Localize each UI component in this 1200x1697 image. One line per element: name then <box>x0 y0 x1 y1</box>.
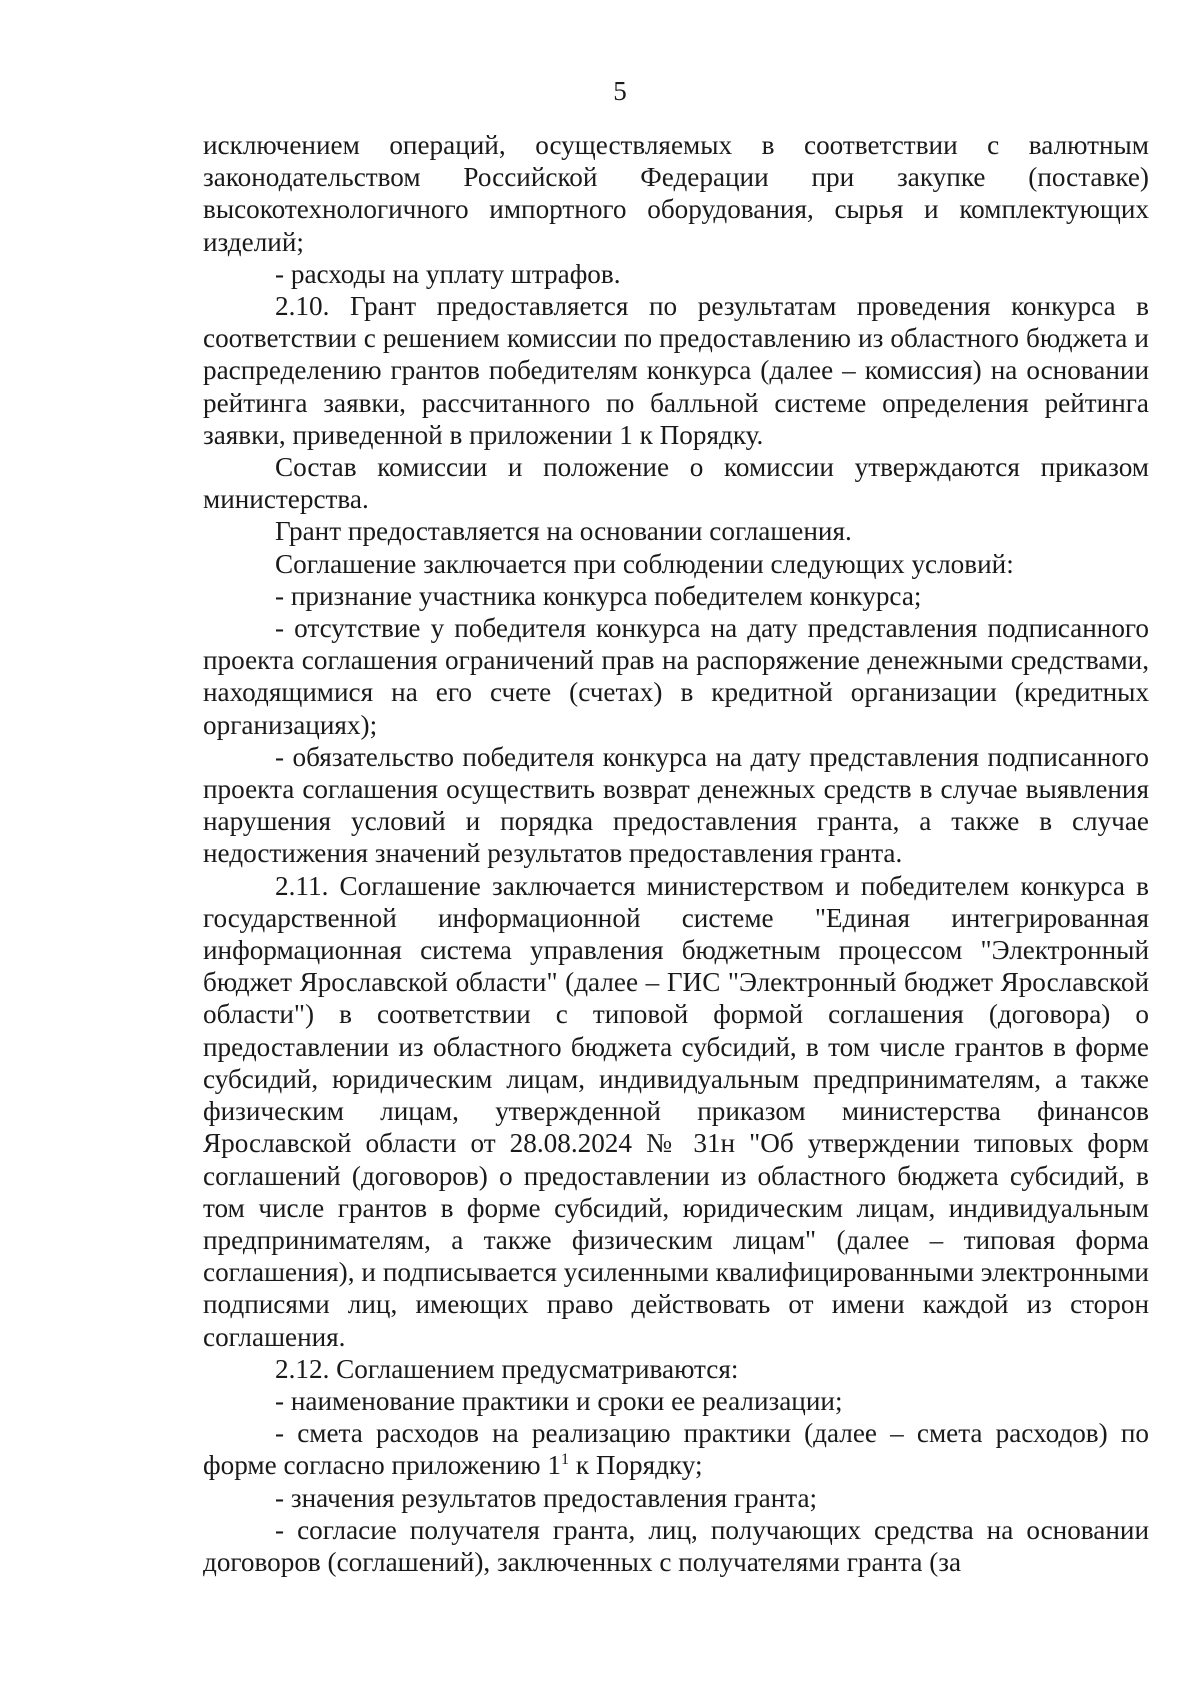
paragraph-condition-winner: - признание участника конкурса победителем конкурса; <box>275 580 922 611</box>
paragraph-result-values: - значения результатов предоставления гранта; <box>275 1482 818 1513</box>
paragraph-cost-estimate <box>203 1417 1149 1481</box>
paragraph-2-11: 2.11. Соглашение заключается министерством и победителем конкурса в государственной информационной системе "Единая интегрированная информационная система управления бюджетным процессом "Электронный бюджет Ярославской области" (далее – ГИС "Электронный бюджет Ярославской области") в соответствии с типовой формой соглашения (договора) о предоставлении из областного бюджета субсидий, в том числе грантов в форме субсидий, юридическим лицам, индивидуальным предпринимателям, а также физическим лицам, утвержденной приказом министерства финансов Ярославской области от 28.08.2024 № 31н "Об утверждении типовых форм соглашений (договоров) о предоставлении из областного бюджета субсидий, в том числе грантов в форме субсидий, юридическим лицам, индивидуальным предпринимателям, а также физическим лицам" (далее – типовая форма соглашения), и подписывается усиленными квалифицированными электронными подписями лиц, имеющих право действовать от имени каждой из сторон соглашения. <box>203 870 1149 1352</box>
paragraph-commission: Состав комиссии и положение о комиссии утверждаются приказом министерства. <box>203 452 1149 515</box>
cost-estimate-text-end: к Порядку; <box>569 1450 703 1481</box>
appendix-superscript: 1 <box>561 1451 570 1469</box>
paragraph-consent: - согласие получателя гранта, лиц, получающих средства на основании договоров (соглашений), заключенных с получателями гранта (за <box>203 1514 1149 1577</box>
paragraph-conditions-intro: Соглашение заключается при соблюдении следующих условий: <box>275 548 1014 579</box>
paragraph-condition-obligation: - обязательство победителя конкурса на дату представления подписанного проекта соглашения осуществить возврат денежных средств в случае выявления нарушения условий и порядка предоставления гранта, а также в случае недостижения значений результатов предоставления гранта. <box>203 741 1149 869</box>
paragraph-grant-basis: Грант предоставляется на основании соглашения. <box>275 516 852 547</box>
paragraph-condition-restrictions: - отсутствие у победителя конкурса на дату представления подписанного проекта соглашения ограничений прав на распоряжение денежными средствами, находящимися на его счете (счетах) в кредитной организации (кредитных организациях); <box>203 613 1149 740</box>
paragraph-2-10: 2.10. Грант предоставляется по результатам проведения конкурса в соответствии с решением комиссии по предоставлению из областного бюджета и распределению грантов победителям конкурса (далее – комиссия) на основании рейтинга заявки, рассчитанного по балльной системе определения рейтинга заявки, приведенной в приложении 1 к Порядку. <box>203 291 1149 450</box>
paragraph-fines: - расходы на уплату штрафов. <box>275 258 621 289</box>
page-number: 5 <box>613 76 627 106</box>
paragraph-continuation: исключением операций, осуществляемых в соответствии с валютным законодательством Российской Федерации при закупке (поставке) высокотехнологичного импортного оборудования, сырья и комплектующих изделий; <box>203 130 1149 257</box>
cost-estimate-text: - смета расходов на реализацию практики (далее – смета расходов) по форме согласно приложению 1 <box>203 1418 1149 1481</box>
paragraph-practice-name: - наименование практики и сроки ее реализации; <box>275 1385 843 1416</box>
paragraph-2-12: 2.12. Соглашением предусматриваются: <box>275 1353 739 1384</box>
document-body <box>203 129 1149 1578</box>
